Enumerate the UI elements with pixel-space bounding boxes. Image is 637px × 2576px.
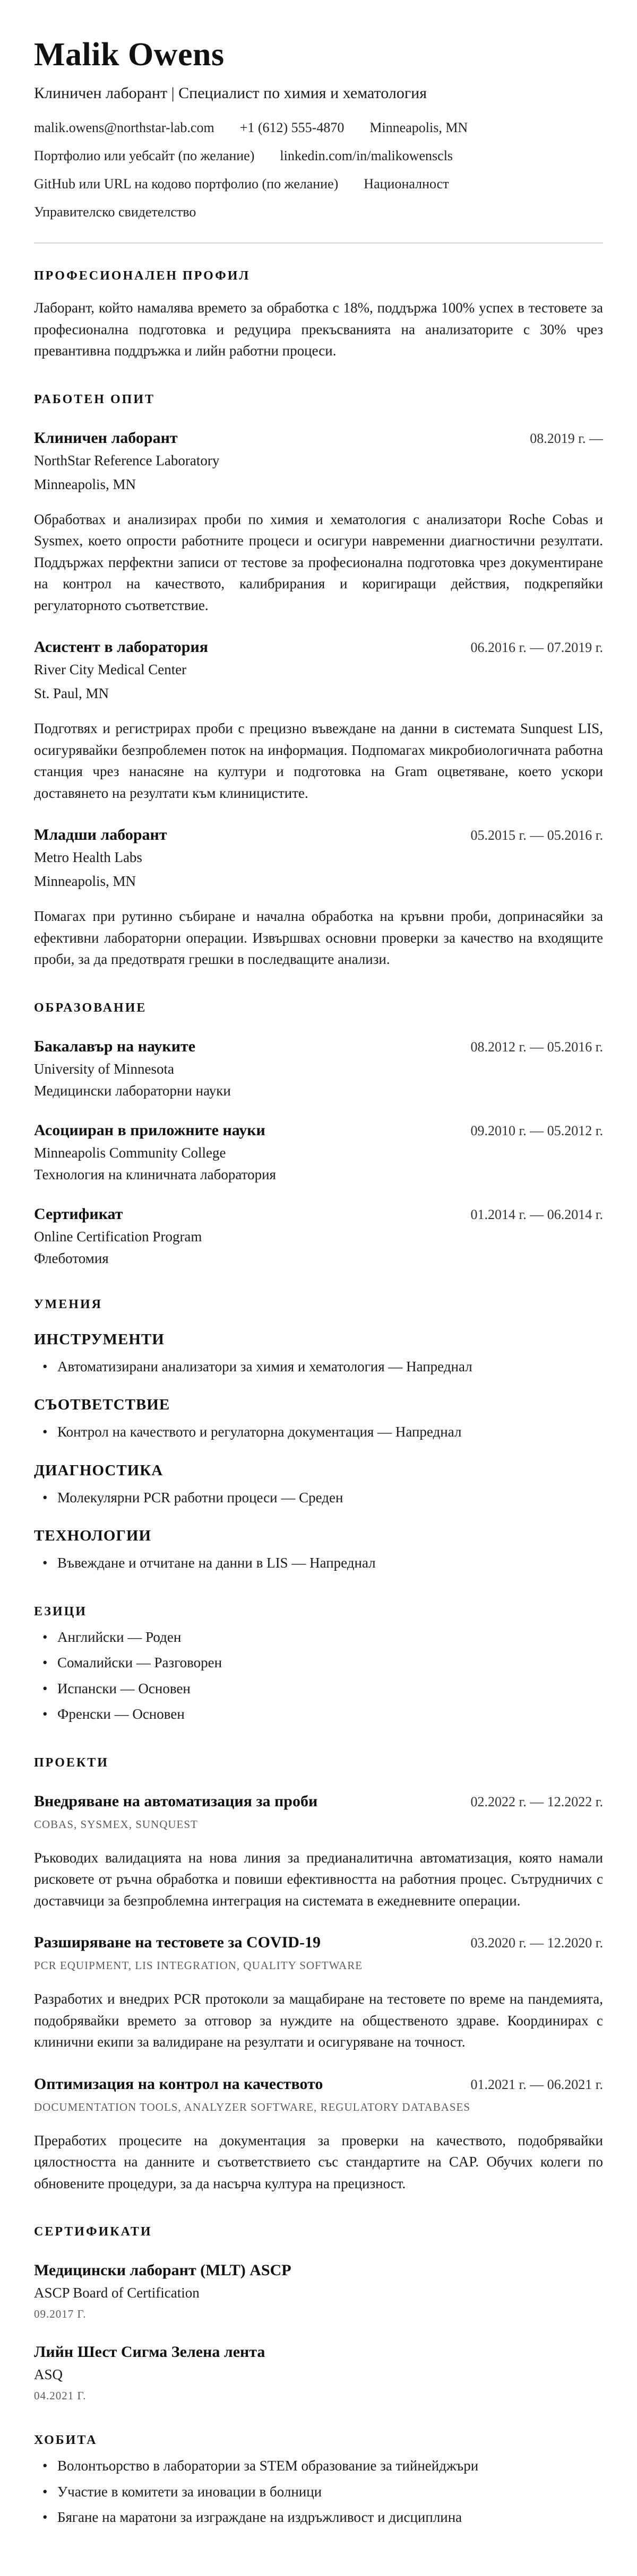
profile-section <box>34 269 603 362</box>
contact-email: malik.owens@northstar-lab.com <box>34 120 214 135</box>
profile-heading: ПРОФЕСИОНАЛЕН ПРОФИЛ <box>34 269 251 283</box>
hobby-item: • Участие в комитети за иновации в болници <box>34 2481 603 2503</box>
header-divider <box>34 242 603 243</box>
profile-text: Лаборант, който намалява времето за обработка с 18%, поддържа 100% успех в тестовете за професионална подготовка и редуцира прекъсванията на анализаторите с 30% чрез превантивна поддръжка и лийн работни процеси. <box>34 300 603 359</box>
certification-issuer: ASQ <box>34 2366 63 2383</box>
skill-group <box>34 1331 603 1378</box>
skill-group <box>34 1527 603 1574</box>
contact-info <box>34 118 565 221</box>
languages-heading: ЕЗИЦИ <box>34 1604 87 1618</box>
job-title: Клиничен лаборант <box>34 429 178 447</box>
education-dates: 01.2014 г. — 06.2014 г. <box>470 1206 603 1222</box>
degree-title: Асоцииран в приложните науки <box>34 1121 265 1139</box>
job-title: Асистент в лаборатория <box>34 638 208 656</box>
skill-item: • Автоматизирани анализатори за химия и хематология — Напреднал <box>34 1356 603 1378</box>
person-name: Malik Owens <box>34 37 225 73</box>
project-title: Разширяване на тестовете за COVID-19 <box>34 1934 321 1952</box>
job-company: River City Medical Center <box>34 662 187 678</box>
contact-phone: +1 (612) 555-4870 <box>239 120 345 135</box>
skill-item: • Контрол на качеството и регулаторна документация — Напреднал <box>34 1421 603 1443</box>
header <box>34 36 603 243</box>
certifications-section <box>34 2225 603 2403</box>
field-of-study: Медицински лабораторни науки <box>34 1082 231 1099</box>
hobby-item: • Бягане на маратони за изграждане на издръжливост и дисциплина <box>34 2507 603 2528</box>
education-dates: 08.2012 г. — 05.2016 г. <box>470 1039 603 1055</box>
experience-heading: РАБОТЕН ОПИТ <box>34 392 155 406</box>
job-description: Обработвах и анализирах проби по химия и хематология с анализатори Roche Cobas и Sysmex, което опрости работните процеси и осигури навременни диагностични резултати. Поддържах перфектни записи от тестове за професионална подготовка чрез документиране на контрол на качеството, калибрирания и коригиращи действия, подкрепяйки регулаторното съответствие. <box>34 511 603 613</box>
education-item <box>34 1121 603 1183</box>
certification-date: 09.2017 Г. <box>34 2308 87 2321</box>
project-dates: 03.2020 г. — 12.2020 г. <box>470 1935 603 1951</box>
field-of-study: Флеботомия <box>34 1250 109 1266</box>
person-subtitle: Клиничен лаборант | Специалист по химия и хематология <box>34 84 427 102</box>
job-company: NorthStar Reference Laboratory <box>34 452 220 468</box>
project-title: Внедряване на автоматизация за проби <box>34 1792 318 1810</box>
certification-title: Медицински лаборант (MLT) ASCP <box>34 2261 291 2279</box>
certification-title: Лийн Шест Сигма Зелена лента <box>34 2343 265 2361</box>
hobbies-section <box>34 2433 603 2528</box>
skills-section <box>34 1298 603 1574</box>
skill-item: • Молекулярни PCR работни процеси — Среден <box>34 1487 603 1509</box>
job-location: Minneapolis, MN <box>34 873 136 890</box>
skill-group-title: ИНСТРУМЕНТИ <box>34 1330 165 1348</box>
certifications-heading: СЕРТИФИКАТИ <box>34 2225 152 2239</box>
certification-item <box>34 2343 603 2403</box>
school-name: Minneapolis Community College <box>34 1144 226 1161</box>
education-heading: ОБРАЗОВАНИЕ <box>34 1000 147 1015</box>
languages-section <box>34 1605 603 1725</box>
job-description: Помагах при рутинно събиране и начална обработка на кръвни проби, допринасяйки за ефективни лабораторни операции. Извършвах основни проверки за качество на входящите проби, за да предотвратя грешки в последващите анализи. <box>34 908 603 968</box>
job-company: Metro Health Labs <box>34 849 142 866</box>
job-dates: 05.2015 г. — 05.2016 г. <box>470 828 603 843</box>
skill-group-title: ТЕХНОЛОГИИ <box>34 1527 152 1545</box>
project-dates: 02.2022 г. — 12.2022 г. <box>470 1794 603 1809</box>
contact-license: Управителско свидетелство <box>34 204 196 220</box>
job-description: Подготвях и регистрирах проби с прецизно въвеждане на данни в системата Sunquest LIS, осигурявайки безпроблемен поток на информация. Подпомагах микробиологичната работна станция чрез нанасяне на култури и подготовка на Gram оцветяване, което ускори доставянето на резултати към клиницистите. <box>34 720 603 801</box>
field-of-study: Технология на клиничната лаборатория <box>34 1166 276 1182</box>
education-section <box>34 1001 603 1267</box>
hobbies-heading: ХОБИТА <box>34 2433 98 2448</box>
skill-item: • Въвеждане и отчитане на данни в LIS — Напреднал <box>34 1552 603 1574</box>
project-item <box>34 1934 603 2053</box>
job-title: Младши лаборант <box>34 826 167 844</box>
contact-location: Minneapolis, MN <box>369 120 468 135</box>
job-location: Minneapolis, MN <box>34 476 136 492</box>
language-item: • Испански — Основен <box>34 1678 603 1700</box>
job-location: St. Paul, MN <box>34 685 109 702</box>
contact-nationality: Националност <box>364 176 449 192</box>
job-item <box>34 826 603 970</box>
projects-heading: ПРОЕКТИ <box>34 1755 109 1770</box>
hobby-item: • Волонтьорство в лаборатории за STEM образование за тийнейджъри <box>34 2455 603 2477</box>
degree-title: Сертификат <box>34 1205 123 1223</box>
contact-portfolio: Портфолио или уебсайт (по желание) <box>34 148 255 164</box>
school-name: University of Minnesota <box>34 1060 174 1077</box>
contact-github: GitHub или URL на кодово портфолио (по желание) <box>34 176 339 192</box>
skill-group <box>34 1462 603 1509</box>
certification-issuer: ASCP Board of Certification <box>34 2285 200 2301</box>
language-item: • Сомалийски — Разговорен <box>34 1652 603 1674</box>
skill-group-title: СЪОТВЕТСТВИЕ <box>34 1396 170 1414</box>
experience-section <box>34 393 603 970</box>
project-tools: DOCUMENTATION TOOLS, ANALYZER SOFTWARE, REGULATORY DATABASES <box>34 2100 471 2113</box>
skill-group-title: ДИАГНОСТИКА <box>34 1461 163 1479</box>
projects-section <box>34 1756 603 2195</box>
school-name: Online Certification Program <box>34 1228 202 1245</box>
project-description: Преработих процесите на документация за проверки на качеството, подобрявайки цялостността на данните и съответствието със стандартите на CAP. Обучих колеги по обновените процедури, за да насърча култура на прецизност. <box>34 2132 603 2191</box>
job-item <box>34 429 603 616</box>
project-title: Оптимизация на контрол на качеството <box>34 2075 323 2093</box>
project-tools: PCR EQUIPMENT, LIS INTEGRATION, QUALITY SOFTWARE <box>34 1959 363 1972</box>
skill-group <box>34 1396 603 1443</box>
education-item <box>34 1205 603 1267</box>
project-tools: COBAS, SYSMEX, SUNQUEST <box>34 1817 198 1831</box>
project-description: Ръководих валидацията на нова линия за предианалитична автоматизация, която намали рисковете от ръчна обработка и повиши ефективността на работния процес. Сътрудничих с доставчици за безпроблемна интеграция на системата в ежедневните операции. <box>34 1849 603 1909</box>
project-item <box>34 1792 603 1912</box>
language-item: • Английски — Роден <box>34 1626 603 1648</box>
job-dates: 08.2019 г. — <box>530 430 603 446</box>
degree-title: Бакалавър на науките <box>34 1037 196 1055</box>
education-item <box>34 1038 603 1099</box>
certification-date: 04.2021 Г. <box>34 2389 87 2403</box>
job-item <box>34 638 603 804</box>
project-description: Разработих и внедрих PCR протоколи за мащабиране на тестовете по време на пандемията, подобрявайки времето за отговор за нуждите на общественото здраве. Координирах с клинични екипи за валидиране на резултати и осигуряване на точност. <box>34 1991 603 2050</box>
contact-linkedin: linkedin.com/in/malikowenscls <box>280 148 453 164</box>
certification-item <box>34 2261 603 2321</box>
job-dates: 06.2016 г. — 07.2019 г. <box>470 640 603 656</box>
project-dates: 01.2021 г. — 06.2021 г. <box>470 2076 603 2092</box>
education-dates: 09.2010 г. — 05.2012 г. <box>470 1122 603 1138</box>
project-item <box>34 2075 603 2195</box>
language-item: • Френски — Основен <box>34 1703 603 1725</box>
skills-heading: УМЕНИЯ <box>34 1297 102 1311</box>
